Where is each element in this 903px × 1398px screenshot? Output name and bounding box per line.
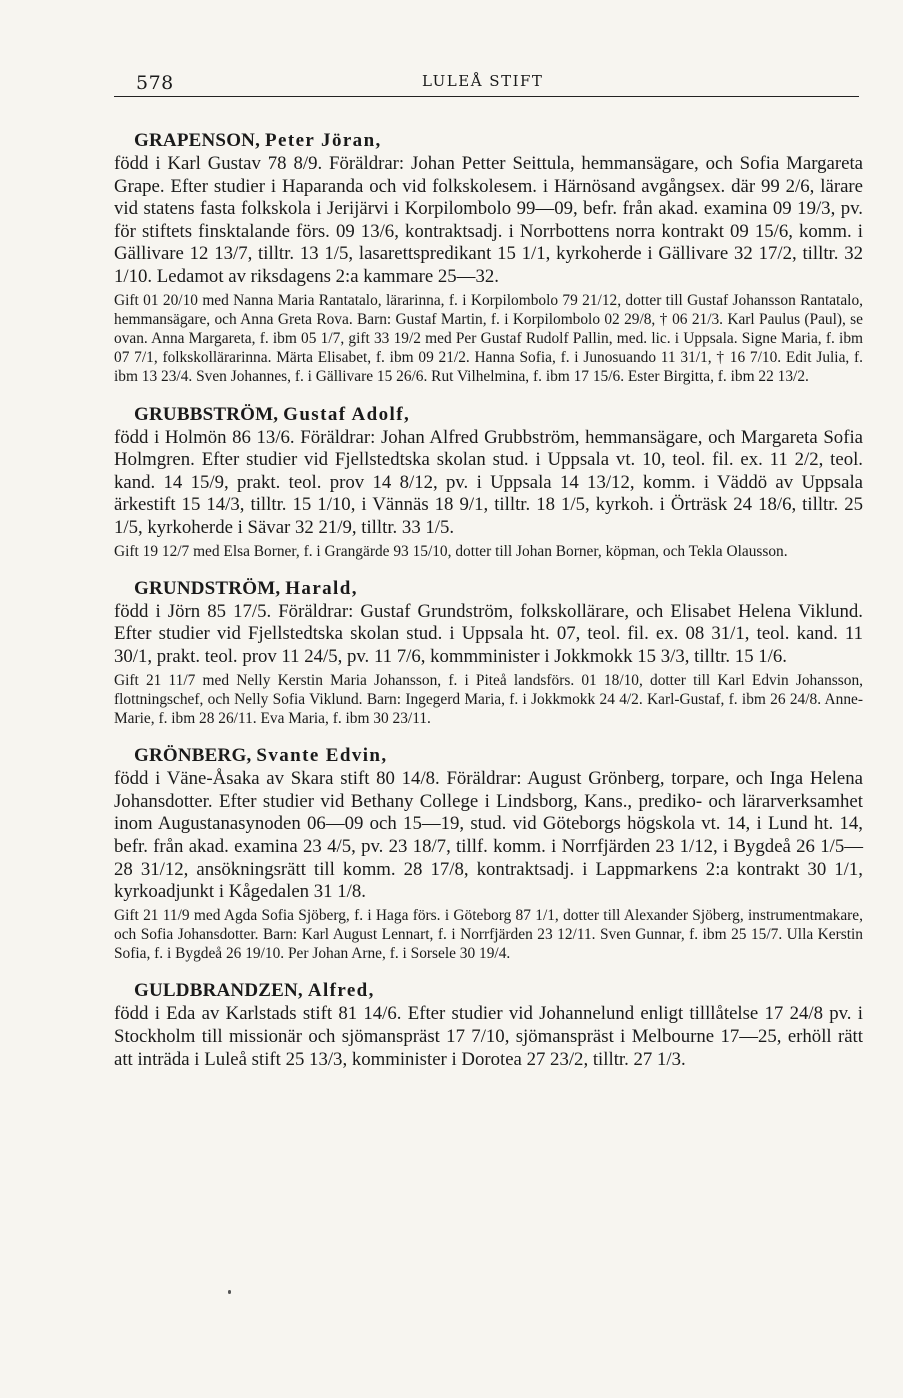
entry-biography: född i Eda av Karlstads stift 81 14/6. Efter studier vid Johannelund enligt tilllåtelse 17 24/8 pv. i Stockholm till missionär och sjömanspräst 17 7/10, sjömanspräst i Melbourne 17—25, erhöll rätt att inträda i Luleå stift 25 13/3, komminister i Dorotea 27 23/2, tilltr. 27 1/3. xyxy=(114,1003,863,1070)
entry-family: Gift 01 20/10 med Nanna Maria Rantatalo, lärarinna, f. i Korpilombolo 79 21/12, dotter till Gustaf Johansson Rantatalo, hemmansägare, och Anna Greta Rova. Barn: Gustaf Martin, f. i Korpilombolo 02 29/8, † 06 21/3. Karl Paulus (Paul), se ovan. Anna Margareta, f. ibm 05 1/7, gift 33 19/2 med Per Gustaf Rudolf Pallin, med. lic. i Uppsala. Signe Maria, f. ibm 07 7/1, folkskollärarinna. Märta Elisabet, f. ibm 09 21/2. Hanna Sofia, f. i Junosuando 11 31/1, † 16 7/10. Edit Julia, f. ibm 13 23/4. Sven Johannes, f. i Gällivare 15 26/6. Rut Vilhelmina, f. ibm 17 15/6. Ester Birgitta, f. ibm 22 13/2. xyxy=(114,291,863,386)
entry-given-names: Gustaf Adolf, xyxy=(283,403,411,425)
entry-surname: GRUNDSTRÖM, xyxy=(134,577,281,599)
page-number: 578 xyxy=(136,72,174,94)
page-header xyxy=(114,72,859,97)
entry-surname: GRUBBSTRÖM, xyxy=(134,403,279,425)
entry-biography: född i Jörn 85 17/5. Föräldrar: Gustaf Grundström, folkskollärare, och Elisabet Helena Viklund. Efter studier vid Fjellstedtska skolan stud. i Uppsala ht. 07, teol. fil. ex. 08 31/1, teol. kand. 11 30/1, prakt. teol. prov 11 24/5, pv. 11 7/6, kommminister i Jokkmokk 15 3/3, tilltr. 15 1/6. xyxy=(114,600,863,667)
entry-heading xyxy=(114,744,863,768)
biography-entry xyxy=(114,129,863,387)
entry-biography: född i Väne-Åsaka av Skara stift 80 14/8. Föräldrar: August Grönberg, torpare, och Inga Helena Johansdotter. Efter studier vid Bethany College i Lindsborg, Kans., prediko- och lärarverksamhet inom Augustanasynoden 06—09 och 15—19, stud. vid Göteborgs högskola vt. 14, i Lund ht. 14, befr. från akad. examina 23 4/5, pv. 23 18/7, tillf. komm. i Norrfjärden 23 1/12, i Bygdeå 26 1/5—28 31/12, ansökningsrätt till komm. 28 17/8, kontraktsadj. i Lappmarkens 2:a kontrakt 30 1/1, kyrkoadjunkt i Kågedalen 31 1/8. xyxy=(114,768,863,903)
entry-biography: född i Holmön 86 13/6. Föräldrar: Johan Alfred Grubbström, hemmansägare, och Margareta Sofia Holmgren. Efter studier vid Fjellstedtska skolan stud. i Uppsala vt. 10, teol. fil. ex. 11 2/2, teol. kand. 14 15/9, prakt. teol. prov 14 8/12, pv. i Uppsala 14 13/12, komm. i Väddö av Uppsala ärkestift 15 14/3, tilltr. 15 1/10, i Vännäs 18 9/1, tilltr. 18 1/5, kyrkoh. i Örträsk 24 18/6, tilltr. 25 1/5, kyrkoherde i Sävar 32 21/9, tilltr. 33 1/5. xyxy=(114,426,863,538)
entry-heading xyxy=(114,403,863,427)
entry-family: Gift 21 11/9 med Agda Sofia Sjöberg, f. i Haga förs. i Göteborg 87 1/1, dotter till Alexander Sjöberg, instrumentmakare, och Sofia Johansdotter. Barn: Karl August Lennart, f. i Norrfjärden 23 12/11. Sven Gunnar, f. ibm 25 15/7. Ulla Kerstin Sofia, f. i Bygdeå 26 19/10. Per Johan Arne, f. i Sorsele 30 19/4. xyxy=(114,906,863,963)
print-speck xyxy=(228,1290,231,1294)
entry-given-names: Harald, xyxy=(285,577,358,599)
entry-surname: GRAPENSON, xyxy=(134,130,261,151)
biography-entry xyxy=(114,744,863,963)
entry-given-names: Alfred, xyxy=(307,980,375,1002)
entry-given-names: Peter Jöran, xyxy=(265,130,382,151)
entry-given-names: Svante Edvin, xyxy=(256,745,388,767)
entry-family: Gift 19 12/7 med Elsa Borner, f. i Grangärde 93 15/10, dotter till Johan Borner, köpman, och Tekla Olausson. xyxy=(114,542,788,560)
entry-heading xyxy=(114,577,863,601)
biography-entry xyxy=(114,577,863,728)
entry-surname: GRÖNBERG, xyxy=(134,745,252,767)
biography-entry xyxy=(114,403,863,561)
entry-heading xyxy=(114,129,863,153)
entry-biography: född i Karl Gustav 78 8/9. Föräldrar: Johan Petter Seittula, hemmansägare, och Sofia Margareta Grape. Efter studier i Haparanda och vid folkskolesem. i Härnösand avgångsex. där 99 2/6, lärare vid statens fasta folkskola i Jerijärvi i Korpilombolo 99—09, befr. från akad. examina 09 19/3, pv. för stiftets finsktalande förs. 09 13/6, kontraktsadj. i Norrbottens norra kontrakt 09 15/6, komm. i Gällivare 12 13/7, tilltr. 13 1/5, lasarettspredikant 15 1/1, kyrkoherde i Gällivare 32 17/2, tilltr. 32 1/10. Ledamot av riksdagens 2:a kammare 25—32. xyxy=(114,153,863,287)
entry-list xyxy=(114,129,863,1071)
entry-family: Gift 21 11/7 med Nelly Kerstin Maria Johansson, f. i Piteå landsförs. 01 18/10, dotter till Karl Edvin Johansson, flottningschef, och Nelly Sofia Viklund. Barn: Ingegerd Maria, f. i Jokkmokk 24 4/2. Karl-Gustaf, f. ibm 26 24/8. Anne-Marie, f. ibm 28 26/11. Eva Maria, f. ibm 30 23/11. xyxy=(114,671,863,727)
running-head: LULEÅ STIFT xyxy=(422,72,544,90)
entry-surname: GULDBRANDZEN, xyxy=(134,980,303,1002)
biography-entry xyxy=(114,979,863,1071)
entry-heading xyxy=(114,979,863,1003)
